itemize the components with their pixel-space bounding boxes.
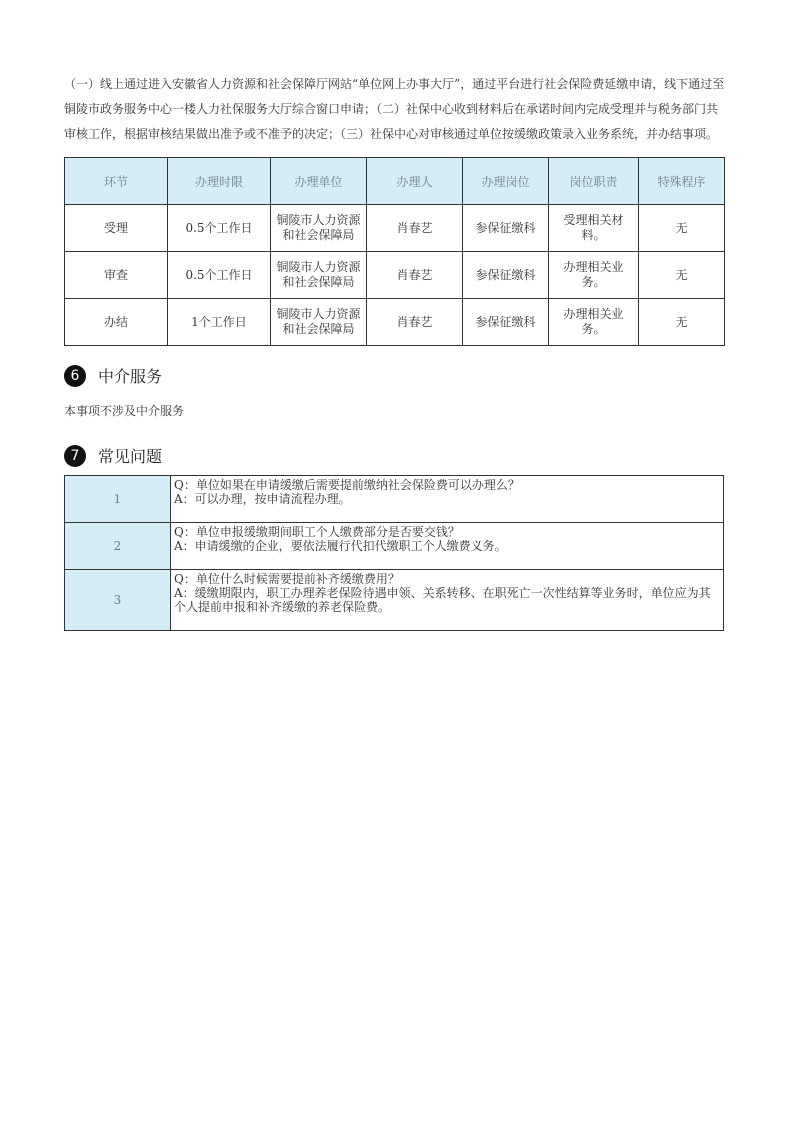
faq-index: 1 (65, 476, 171, 523)
faq-content (171, 570, 724, 631)
column-header: 办理岗位 (463, 158, 549, 205)
table-row (65, 299, 725, 346)
section-title: 常见问题 (98, 447, 163, 466)
column-header: 办理人 (367, 158, 463, 205)
table-cell: 办结 (65, 299, 168, 346)
table-cell: 参保征缴科 (463, 252, 549, 299)
intermediary-note: 本事项不涉及中介服务 (64, 404, 185, 418)
faq-row (65, 570, 724, 631)
intro-paragraph (64, 72, 726, 147)
faq-question: Q：单位什么时候需要提前补齐缓缴费用？ (174, 572, 400, 586)
column-header: 特殊程序 (639, 158, 725, 205)
table-cell: 办理相关业务。 (549, 252, 639, 299)
intro-line: （一）线上通过进入安徽省人力资源和社会保障厅网站“单位网上办事大厅”，通过平台进行社会保险费延缴申请，线下通过至 (64, 77, 725, 91)
table-cell: 铜陵市人力资源和社会保障局 (271, 205, 367, 252)
process-table (64, 157, 725, 346)
section-heading-faq (64, 444, 162, 467)
table-cell: 受理相关材料。 (549, 205, 639, 252)
table-cell: 肖春艺 (367, 299, 463, 346)
table-cell: 无 (639, 205, 725, 252)
table-header-row (65, 158, 725, 205)
section-title: 中介服务 (98, 367, 163, 386)
column-header: 岗位职责 (549, 158, 639, 205)
table-cell: 受理 (65, 205, 168, 252)
faq-question: Q：单位申报缓缴期间职工个人缴费部分是否要交钱？ (174, 525, 460, 539)
table-cell: 参保征缴科 (463, 299, 549, 346)
table-cell: 肖春艺 (367, 205, 463, 252)
faq-row (65, 523, 724, 570)
table-cell: 1个工作日 (168, 299, 271, 346)
column-header: 办理时限 (168, 158, 271, 205)
table-cell: 0.5个工作日 (168, 205, 271, 252)
table-cell: 办理相关业务。 (549, 299, 639, 346)
intro-line: 铜陵市政务服务中心一楼人力社保服务大厅综合窗口申请；（二）社保中心收到材料后在承诺时间内完成受理并与税务部门共 (64, 102, 719, 116)
column-header: 环节 (65, 158, 168, 205)
table-cell: 0.5个工作日 (168, 252, 271, 299)
table-row (65, 205, 725, 252)
faq-content (171, 523, 724, 570)
table-cell: 参保征缴科 (463, 205, 549, 252)
faq-answer: A：可以办理，按申请流程办理。 (174, 492, 351, 506)
faq-answer: A：申请缓缴的企业，要依法履行代扣代缴职工个人缴费义务。 (174, 539, 507, 553)
faq-answer: A：缓缴期限内，职工办理养老保险待遇申领、关系转移、在职死亡一次性结算等业务时，单位应为其个人提前申报和补齐缓缴的养老保险费。 (174, 586, 711, 614)
table-cell: 无 (639, 299, 725, 346)
table-row (65, 252, 725, 299)
faq-row (65, 476, 724, 523)
faq-question: Q：单位如果在申请缓缴后需要提前缴纳社会保险费可以办理么？ (174, 478, 520, 492)
table-cell: 肖春艺 (367, 252, 463, 299)
faq-index: 3 (65, 570, 171, 631)
column-header: 办理单位 (271, 158, 367, 205)
table-cell: 审查 (65, 252, 168, 299)
table-cell: 铜陵市人力资源和社会保障局 (271, 299, 367, 346)
section-heading-intermediary (64, 364, 162, 387)
table-cell: 铜陵市人力资源和社会保障局 (271, 252, 367, 299)
faq-content (171, 476, 724, 523)
faq-index: 2 (65, 523, 171, 570)
section-number-badge: 7 (64, 445, 86, 467)
section-number-badge: 6 (64, 365, 86, 387)
table-cell: 无 (639, 252, 725, 299)
faq-table (64, 475, 724, 631)
intro-line: 审核工作，根据审核结果做出准予或不准予的决定；（三）社保中心对审核通过单位按缓缴政策录入业务系统，并办结事项。 (64, 127, 719, 141)
